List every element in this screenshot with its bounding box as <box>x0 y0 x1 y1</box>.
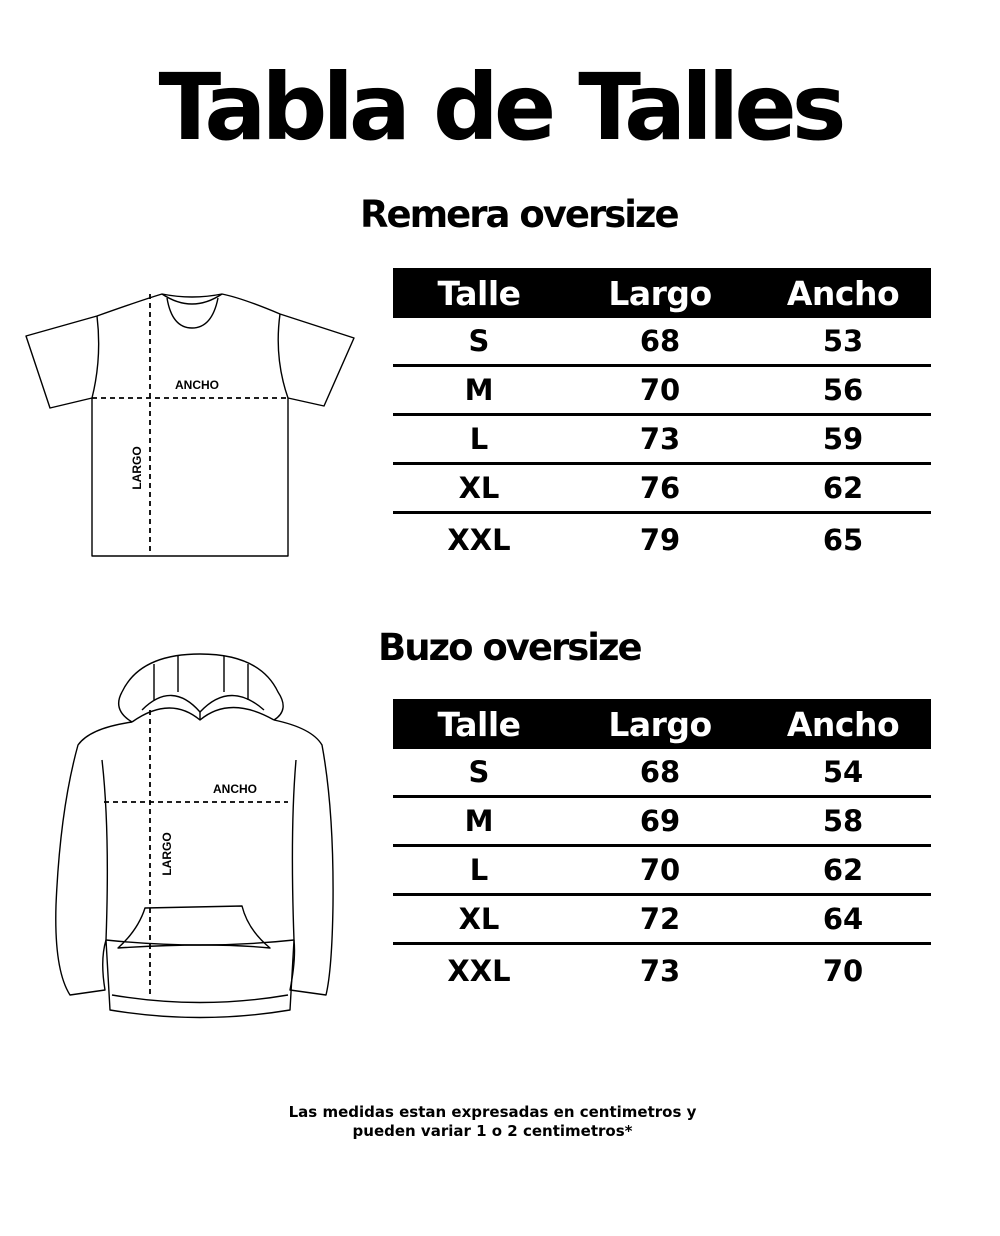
header-largo: Largo <box>608 704 712 744</box>
cell-largo: 70 <box>639 853 681 887</box>
hoodie-length-label: LARGO <box>160 832 174 876</box>
cell-talle: XXL <box>447 954 511 988</box>
cell-largo: 76 <box>639 471 681 505</box>
cell-ancho: 70 <box>822 954 864 988</box>
table-row <box>393 367 931 416</box>
cell-talle: L <box>469 853 489 887</box>
table-row <box>393 847 931 896</box>
cell-talle: S <box>468 324 490 358</box>
cell-largo: 72 <box>639 902 681 936</box>
cell-talle: XXL <box>447 523 511 557</box>
cell-ancho: 58 <box>822 804 864 838</box>
cell-largo: 79 <box>639 523 681 557</box>
table-row <box>393 318 931 367</box>
cell-talle: M <box>464 804 494 838</box>
footnote-line-1: Las medidas estan expresadas en centimetros y <box>288 1103 697 1121</box>
header-ancho: Ancho <box>786 704 900 744</box>
table-row <box>393 798 931 847</box>
header-talle: Talle <box>437 273 521 313</box>
cell-ancho: 56 <box>822 373 864 407</box>
cell-ancho: 54 <box>822 755 864 789</box>
table-header <box>393 268 931 318</box>
hoodie-diagram <box>50 650 340 1035</box>
footnote-line-2: pueden variar 1 o 2 centimetros* <box>352 1122 633 1140</box>
section-title-buzo: Buzo oversize <box>378 626 641 669</box>
cell-ancho: 65 <box>822 523 864 557</box>
tshirt-width-label: ANCHO <box>175 378 219 392</box>
table-row <box>393 945 931 997</box>
section-title-remera: Remera oversize <box>360 193 678 236</box>
table-row <box>393 749 931 798</box>
cell-largo: 69 <box>639 804 681 838</box>
header-talle: Talle <box>437 704 521 744</box>
table-row <box>393 514 931 566</box>
tshirt-length-label: LARGO <box>130 446 144 490</box>
hoodie-width-label: ANCHO <box>213 782 257 796</box>
cell-largo: 68 <box>639 755 681 789</box>
cell-largo: 73 <box>639 422 681 456</box>
cell-ancho: 53 <box>822 324 864 358</box>
cell-talle: L <box>469 422 489 456</box>
footnote <box>0 1103 985 1141</box>
cell-talle: M <box>464 373 494 407</box>
table-row <box>393 465 931 514</box>
page-title: Tabla de Talles <box>158 54 842 161</box>
cell-largo: 70 <box>639 373 681 407</box>
cell-largo: 68 <box>639 324 681 358</box>
cell-talle: S <box>468 755 490 789</box>
header-ancho: Ancho <box>786 273 900 313</box>
cell-ancho: 62 <box>822 853 864 887</box>
size-table-remera <box>393 268 931 566</box>
cell-largo: 73 <box>639 954 681 988</box>
table-row <box>393 896 931 945</box>
cell-ancho: 64 <box>822 902 864 936</box>
table-header <box>393 699 931 749</box>
table-row <box>393 416 931 465</box>
size-table-buzo <box>393 699 931 997</box>
header-largo: Largo <box>608 273 712 313</box>
cell-ancho: 62 <box>822 471 864 505</box>
tshirt-diagram <box>22 288 362 568</box>
cell-ancho: 59 <box>822 422 864 456</box>
cell-talle: XL <box>458 902 500 936</box>
cell-talle: XL <box>458 471 500 505</box>
